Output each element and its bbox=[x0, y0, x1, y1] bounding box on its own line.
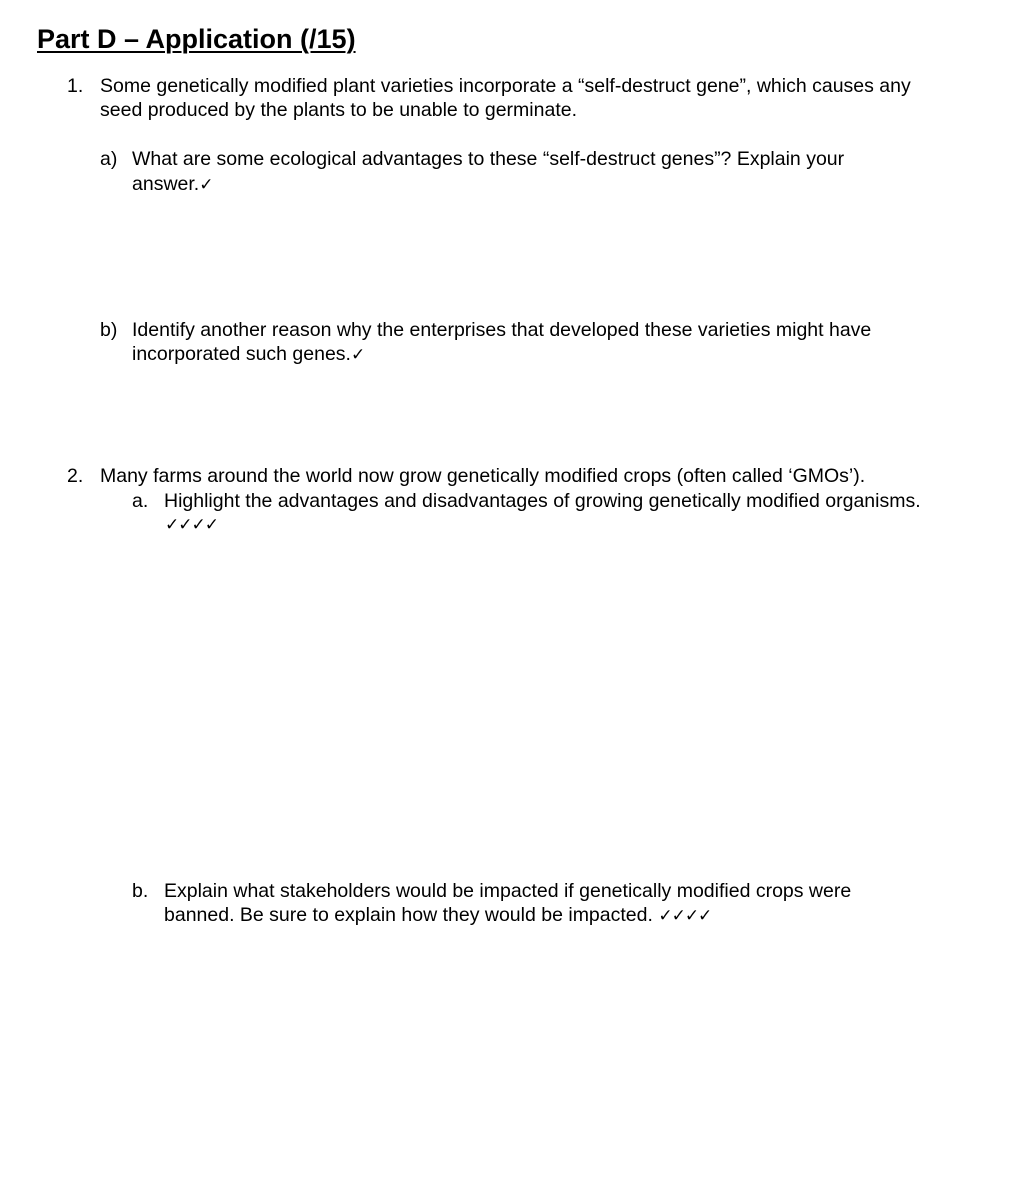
question-text-line: seed produced by the plants to be unable to germinate. bbox=[100, 99, 577, 121]
question-text-line: Some genetically modified plant varieties incorporate a “self-destruct gene”, which causes any bbox=[100, 75, 911, 97]
marks-checkmark-icon: ✓ bbox=[199, 175, 213, 195]
sub-question-label: a. bbox=[132, 490, 149, 512]
sub-question-text-line: Identify another reason why the enterprises that developed these varieties might have bbox=[132, 319, 872, 341]
sub-question-label: b. bbox=[132, 880, 149, 902]
sub-question-text-line: What are some ecological advantages to these “self-destruct genes”? Explain your bbox=[132, 148, 845, 170]
sub-question-text-line bbox=[132, 342, 364, 367]
marks-checkmark-icon: ✓✓✓✓ bbox=[165, 515, 218, 535]
marks-checkmark-icon: ✓✓✓✓ bbox=[658, 906, 712, 926]
marks-checkmark-icon: ✓ bbox=[350, 345, 365, 365]
sub-question-text: answer. bbox=[132, 173, 200, 195]
question-text-line: Many farms around the world now grow genetically modified crops (often called ‘GMOs’). bbox=[100, 465, 866, 487]
question-number: 1. bbox=[67, 75, 84, 97]
sub-question-text-line: Highlight the advantages and disadvantages of growing genetically modified organisms. bbox=[164, 490, 921, 512]
sub-question-label: a) bbox=[100, 148, 118, 170]
question-number: 2. bbox=[67, 465, 84, 487]
sub-question-text-line bbox=[132, 172, 212, 197]
sub-question-text-line: Explain what stakeholders would be impacted if genetically modified crops were bbox=[164, 880, 852, 902]
sub-question-label: b) bbox=[100, 319, 118, 341]
sub-question-text-line bbox=[164, 903, 711, 928]
sub-question-text: banned. Be sure to explain how they would be impacted. bbox=[164, 904, 653, 926]
page-title: Part D – Application (/15) bbox=[37, 24, 356, 54]
sub-question-text: incorporated such genes. bbox=[132, 343, 351, 365]
